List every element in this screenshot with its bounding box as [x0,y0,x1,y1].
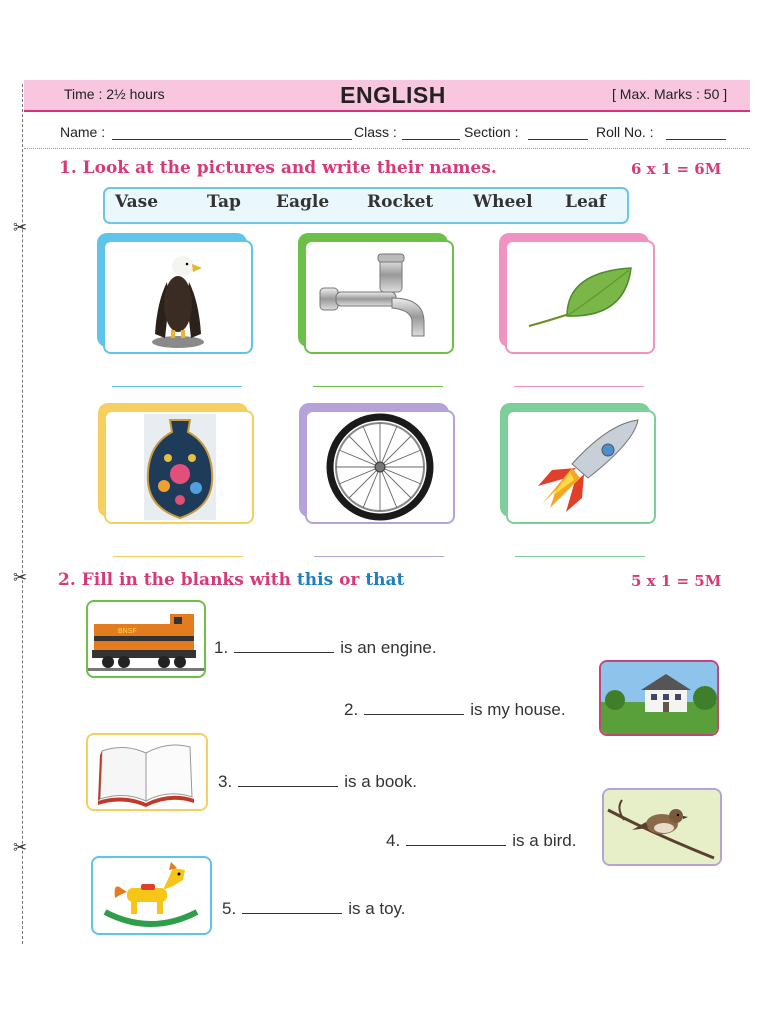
sentence-text: is a toy. [348,899,406,918]
q1-heading: 1. Look at the pictures and write their names. [59,158,497,178]
toy-horse-icon [93,858,210,933]
sentence-number: 2. [344,700,359,719]
picture-frame-wheel [305,410,451,520]
tap-icon [306,242,452,352]
subject-title: ENGLISH [340,82,446,108]
sentence-text: is an engine. [340,638,437,657]
word-that: that [365,570,405,590]
answer-line[interactable] [112,386,242,387]
word-tap: Tap [207,192,241,212]
scissor-icon: ✂ [13,838,28,858]
book-icon [88,735,206,809]
answer-line[interactable] [314,556,444,557]
scissor-icon: ✂ [13,568,28,588]
picture-frame-rocket [506,410,652,520]
vase-icon [106,412,252,522]
sentence-2 [344,700,566,720]
answer-line[interactable] [313,386,443,387]
sentence-text: is a bird. [512,831,577,850]
sentence-5 [222,899,406,919]
word-or: or [333,570,366,590]
sentence-number: 4. [386,831,401,850]
picture-frame-leaf [505,240,651,350]
time-label: Time : 2½ hours [64,86,165,102]
word-this: this [296,570,334,590]
bird-picture [602,788,722,866]
word-box [103,187,629,224]
sentence-number: 1. [214,638,229,657]
house-picture [599,660,719,736]
word-vase: Vase [115,192,159,212]
eagle-icon [105,242,251,352]
roll-label: Roll No. : [596,124,654,140]
q2-heading-text: 2. Fill in the blanks with [58,570,297,590]
picture-frame-tap [304,240,450,350]
svg-text:BNSF: BNSF [118,628,137,635]
q2-marks: 5 x 1 = 5M [631,572,722,590]
blank-field[interactable] [238,772,338,787]
sentence-text: is a book. [344,772,417,791]
name-label: Name : [60,124,106,140]
word-eagle: Eagle [276,192,330,212]
picture-frame-eagle [103,240,249,350]
rocket-icon [508,412,654,522]
leaf-icon [507,242,653,352]
word-wheel: Wheel [473,192,533,212]
sentence-1 [214,638,437,658]
q2-heading [58,570,404,590]
answer-line[interactable] [113,556,243,557]
sentence-3 [218,772,417,792]
separator [24,148,750,149]
answer-line[interactable] [515,556,645,557]
toy-picture [91,856,212,935]
book-picture [86,733,208,811]
sentence-text: is my house. [470,700,566,719]
student-info-row [60,124,730,146]
sentence-number: 3. [218,772,233,791]
sentence-number: 5. [222,899,237,918]
picture-frame-vase [104,410,250,520]
class-field[interactable] [402,139,460,140]
sentence-4 [386,831,576,851]
q1-marks: 6 x 1 = 6M [631,160,722,178]
roll-field[interactable] [666,139,726,140]
blank-field[interactable] [242,899,342,914]
bird-icon [604,790,720,864]
wheel-icon [307,412,453,522]
blank-field[interactable] [406,831,506,846]
section-label: Section : [464,124,519,140]
scissor-icon: ✂ [13,218,28,238]
blank-field[interactable] [364,700,464,715]
answer-line[interactable] [514,386,644,387]
cut-line [22,84,23,944]
blank-field[interactable] [234,638,334,653]
engine-icon [88,602,204,676]
class-label: Class : [354,124,397,140]
name-field[interactable] [112,139,352,140]
engine-picture [86,600,206,678]
house-icon [601,662,717,734]
max-marks-label: [ Max. Marks : 50 ] [612,86,728,102]
word-leaf: Leaf [565,192,607,212]
word-rocket: Rocket [367,192,434,212]
section-field[interactable] [528,139,588,140]
